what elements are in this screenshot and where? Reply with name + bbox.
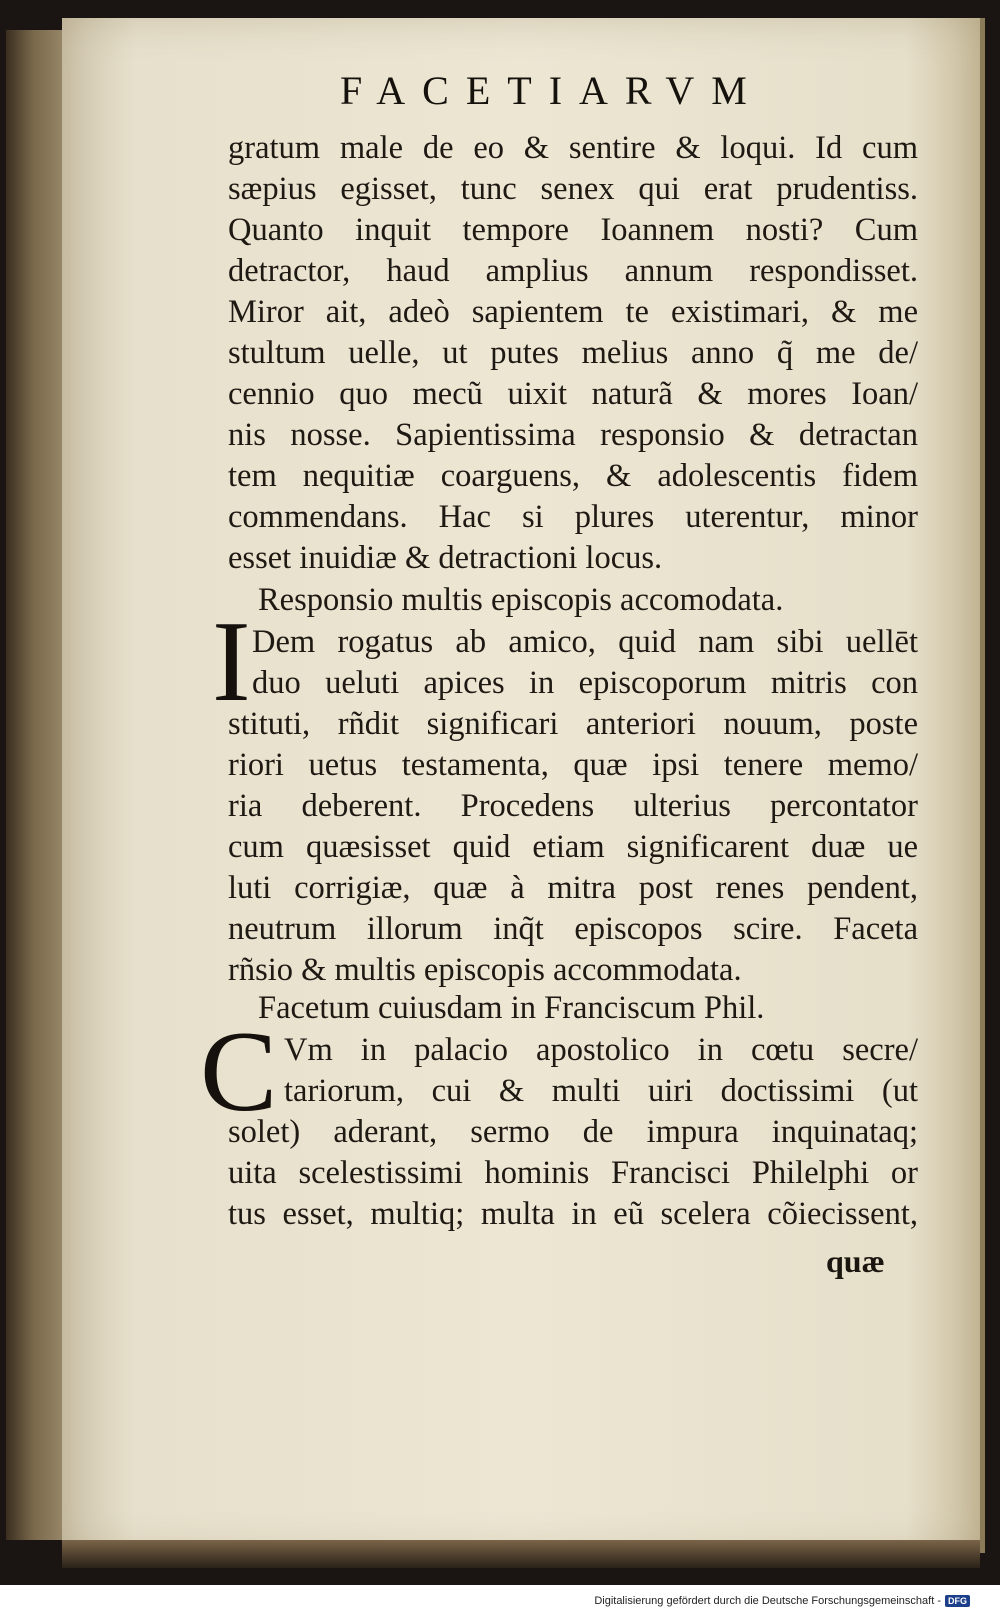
paragraph-2 [228,704,918,991]
paragraph-3-opening [284,1030,918,1112]
text-line: cum quæsisset quid etiam significarent duæ ue [228,829,918,865]
text-line: uita scelestissimi hominis Francisci Philelphi or [228,1155,918,1191]
section-heading-2 [258,988,898,1029]
text-line: Vm in palacio apostolico in cœtu secre/ [284,1032,918,1068]
section-heading-1 [258,580,898,621]
heading-text: Facetum cuiusdam in Franciscum Phil. [258,990,765,1026]
text-line: Dem rogatus ab amico, quid nam sibi uellēt [252,624,918,660]
paragraph-2-opening [252,622,918,704]
heading-text: Responsio multis episcopis accomodata. [258,582,784,618]
catchword: quæ [826,1243,885,1279]
page-bottom-edge [62,1540,980,1568]
text-line: stituti, rñdit significari anteriori nouum, poste [228,706,918,742]
paragraph-1 [228,128,918,579]
text-line: rñsio & multis episcopis accommodata. [228,952,742,988]
text-line: solet) aderant, sermo de impura inquinataq; [228,1114,918,1150]
text-line: nis nosse. Sapientissima responsio & detractan [228,417,918,453]
text-line: luti corrigiæ, quæ à mitra post renes pendent, [228,870,918,906]
text-line: Quanto inquit tempore Ioannem nosti? Cum [228,212,918,248]
text-line: stultum uelle, ut putes melius anno q̃ me de/ [228,335,918,371]
digitization-footer [594,1595,970,1607]
text-line: sæpius egisset, tunc senex qui erat prudentiss. [228,171,918,207]
text-line: duo ueluti apices in episcoporum mitris con [252,665,918,701]
paragraph-3 [228,1112,918,1235]
dfg-logo-icon: DFG [945,1595,970,1607]
text-line: tus esset, multiq; multa in eũ scelera cõiecissent, [228,1196,918,1232]
text-line: cennio quo mecũ uixit naturã & mores Ioan/ [228,376,918,412]
text-line: commendans. Hac si plures uterentur, minor [228,499,918,535]
drop-cap-i: I [212,598,251,726]
text-line: Miror ait, adeò sapientem te existimari, & me [228,294,918,330]
text-line: riori uetus testamenta, quæ ipsi tenere memo/ [228,747,918,783]
footer-text: Digitalisierung gefördert durch die Deutsche Forschungsgemeinschaft - [594,1595,941,1607]
drop-cap-c: C [200,1008,278,1136]
text-line: gratum male de eo & sentire & loqui. Id cum [228,130,918,166]
text-line: tariorum, cui & multi uiri doctissimi (ut [284,1073,918,1109]
text-line: esset inuidiæ & detractioni locus. [228,540,663,576]
running-head: FACETIARVM [340,68,764,113]
text-line: tem nequitiæ coarguens, & adolescentis fidem [228,458,918,494]
text-line: ria deberent. Procedens ulterius percontator [228,788,918,824]
text-line: neutrum illorum inq̃t episcopos scire. Faceta [228,911,918,947]
text-line: detractor, haud amplius annum respondisset. [228,253,918,289]
